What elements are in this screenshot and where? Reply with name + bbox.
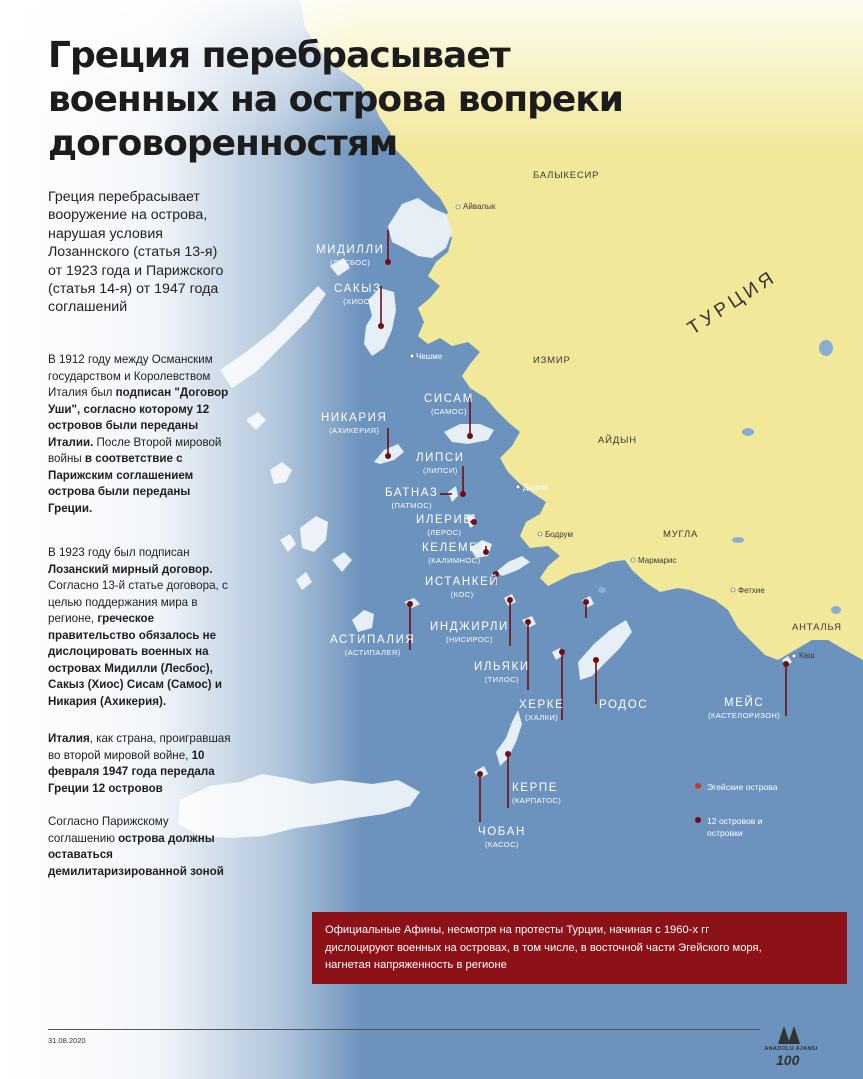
para-line <box>48 468 263 485</box>
island-label-indzhirli <box>430 621 509 645</box>
legend-line: островки <box>707 828 743 838</box>
marker-twelve <box>583 599 589 605</box>
island-greek-name: (КАРПАТОС) <box>512 796 562 805</box>
para-line <box>48 385 263 402</box>
para-line <box>48 402 263 419</box>
region-label-izmir: ИЗМИР <box>533 355 571 366</box>
marker-twelve <box>783 661 789 667</box>
para-bold: подписан "Договор <box>115 386 229 399</box>
para-line: В 1912 году между Османским <box>48 353 213 366</box>
para-bold: Греции 12 островов <box>48 781 163 795</box>
para-bold: февраля 1947 года передала <box>48 765 215 778</box>
para-line <box>48 451 263 468</box>
para-line <box>48 435 263 452</box>
para-bold: Уши", согласно которому 12 <box>48 402 210 416</box>
para-line: В 1923 году был подписан <box>48 546 190 559</box>
para-bold: Никария (Ахикерия). <box>48 694 167 708</box>
para-line: Согласно 13-й статье договора, с <box>48 579 228 592</box>
marker-twelve <box>505 751 511 757</box>
para-line: целью поддержания мира в <box>48 595 198 609</box>
para-line <box>48 484 263 501</box>
island-greek-name: (КАСОС) <box>485 840 519 849</box>
para-line <box>48 781 263 798</box>
town-label-didim: Дидим <box>523 483 548 492</box>
island-label-kelemez <box>422 542 487 566</box>
town-dot <box>631 558 635 562</box>
agency-name: ANADOLU AJANSI <box>764 1046 818 1052</box>
island-label-istankey <box>425 576 499 600</box>
para-bold: Италии. <box>48 435 94 449</box>
marker-twelve <box>507 597 513 603</box>
island-greek-name: (ХАЛКИ) <box>525 713 559 722</box>
town-label-marmaris: Мармарис <box>638 556 677 565</box>
para-bold: 10 <box>191 748 205 762</box>
country-label-turkey: ТУРЦИЯ <box>684 266 781 340</box>
island-label-nikaria <box>321 412 387 436</box>
town-dot <box>456 205 460 209</box>
para-text: соглашению <box>48 831 119 845</box>
island-greek-name: (КАСТЕЛОРИЗОН) <box>708 711 781 720</box>
town-label-fethiye: Фетхие <box>738 586 765 595</box>
paragraph-1923 <box>48 545 263 710</box>
island-name: МИДИЛЛИ <box>316 244 385 256</box>
para-text: во второй мировой войне, <box>48 748 192 762</box>
island-label-rodos <box>599 699 648 712</box>
para-line <box>48 847 263 864</box>
island-name: ИЛЬЯКИ <box>474 661 530 673</box>
marker-twelve <box>385 453 391 459</box>
island-name: ХЕРКЕ <box>519 699 565 711</box>
marker-twelve <box>525 619 531 625</box>
title-line: военных на острова вопреки <box>48 79 623 120</box>
town-dot <box>516 485 520 489</box>
region-label-aydin: АЙДЫН <box>598 435 637 446</box>
para-bold: греческое <box>97 612 155 625</box>
para-line <box>48 562 263 579</box>
island-name: ЛИПСИ <box>416 452 465 464</box>
town-label-cesme: Чешме <box>416 352 443 361</box>
para-bold: правительство обязалось не <box>48 628 217 642</box>
marker-twelve <box>593 657 599 663</box>
para-line <box>48 661 263 678</box>
island-name: СИСАМ <box>424 393 474 405</box>
legend-line: Эгейские острова <box>707 782 778 792</box>
island-name: КЕЛЕМЕЗ <box>422 542 487 554</box>
town-label-bodrum: Бодрум <box>545 530 573 539</box>
para-bold: острова были переданы <box>48 485 191 498</box>
region-label-mugla: МУГЛА <box>663 529 699 540</box>
island-greek-name: (САМОС) <box>430 407 467 416</box>
island-label-sisam <box>424 393 474 417</box>
island-label-batnaz <box>385 487 438 511</box>
legend-dot <box>695 817 701 823</box>
marker-twelve <box>378 323 384 329</box>
para-line: Согласно Парижскому <box>48 815 169 828</box>
para-bold: Лозанский мирный договор. <box>48 562 213 576</box>
island-greek-name: (ХИОС) <box>343 297 373 306</box>
para-line <box>48 831 263 848</box>
island-label-meis <box>708 697 780 721</box>
island-greek-name: (АСТИПАЛЕЯ) <box>344 648 401 657</box>
island-name: МЕЙС <box>724 697 765 709</box>
paragraph-1947 <box>48 731 263 797</box>
island-greek-name: (АХИКЕРИЯ) <box>329 426 380 435</box>
island-greek-name: (ЛИПСИ) <box>422 466 458 475</box>
region-label-antalya: АНТАЛЬЯ <box>792 622 842 633</box>
para-text: войны <box>48 452 85 465</box>
island-name: БАТНАЗ <box>385 487 439 499</box>
intro-line: от 1923 года и Парижского <box>48 262 224 279</box>
marker-twelve <box>559 649 565 655</box>
page-title <box>48 34 648 166</box>
para-bold: Греции. <box>48 501 93 515</box>
town-dot <box>731 588 735 592</box>
para-bold: дислоцировать военных на <box>48 645 209 658</box>
logo-mark <box>778 1026 790 1044</box>
para-bold: оставаться <box>48 848 113 861</box>
island-greek-name: (ПАТМОС) <box>391 501 433 510</box>
intro-line: нарушая условия <box>48 225 163 242</box>
notice-line: Официальные Афины, несмотря на протесты Турции, начиная с 1960-х гг <box>325 924 710 936</box>
publication-date: 31.08.2020 <box>48 1036 86 1045</box>
intro-line: соглашений <box>48 299 128 316</box>
notice-line: нагнетая напряженность в регионе <box>325 959 507 972</box>
town-label-kas: Каш <box>799 651 815 660</box>
intro-line: (статья 14-я) от 1947 года <box>48 281 219 298</box>
para-bold: в соответствие с <box>84 452 183 465</box>
island-name: ИЛЕРИЕ <box>416 514 473 526</box>
island-greek-name: (ТИЛОС) <box>484 675 520 684</box>
island-label-sakyz <box>334 283 382 307</box>
para-line <box>48 731 263 748</box>
intro-line: Лозаннского (статья 13-я) <box>48 244 218 261</box>
island-label-lipsi <box>416 452 465 476</box>
para-text: Италия был <box>48 386 116 399</box>
anniversary-mark: 100 <box>776 1052 800 1068</box>
para-text: После Второй мировой <box>93 435 222 449</box>
island-name: ИНДЖИРЛИ <box>430 621 509 633</box>
legend-line: 12 островов и <box>707 816 763 826</box>
para-bold: демилитаризированной зоной <box>48 864 224 878</box>
para-bold: Парижским соглашением <box>48 468 194 482</box>
island-greek-name: (НИСИРОС) <box>446 635 493 644</box>
notice-box <box>312 912 847 984</box>
town-label-ayvalik: Айвалык <box>463 202 496 211</box>
para-bold: Италия <box>48 732 90 745</box>
town-dot <box>538 532 542 536</box>
logo-mark <box>788 1026 800 1044</box>
para-bold: островах Мидилли (Лесбос), <box>48 661 213 675</box>
marker-twelve <box>477 771 483 777</box>
island-label-ilyaki <box>474 661 530 685</box>
island-name: ИСТАНКЕЙ <box>425 576 500 588</box>
intro-line: вооружение на острова, <box>48 207 208 224</box>
town-dot <box>410 354 414 358</box>
para-bold: Сакыз (Хиос) Сисам (Самос) и <box>48 678 222 691</box>
region-label-balikesir: БАЛЫКЕСИР <box>533 170 600 181</box>
island-greek-name: (ЛЕСБОС) <box>330 258 371 267</box>
island-name: САКЫЗ <box>334 283 382 295</box>
marker-twelve <box>385 259 391 265</box>
town-dot <box>792 654 796 658</box>
para-line <box>48 628 263 645</box>
island-label-astipalia <box>330 634 415 658</box>
intro-line: Греция перебрасывает <box>48 189 200 205</box>
island-greek-name: (ЛЕРОС) <box>427 528 462 537</box>
paragraph-1912 <box>48 352 263 517</box>
paragraph-paris <box>48 814 263 880</box>
island-greek-name: (КАЛИМНОС) <box>428 556 481 565</box>
para-line <box>48 418 263 435</box>
island-name: ЧОБАН <box>478 826 526 838</box>
island-name: РОДОС <box>599 699 649 711</box>
intro-text <box>48 188 258 317</box>
legend-label <box>707 815 763 839</box>
footer-divider <box>48 1029 760 1030</box>
notice-line: дислоцируют военных на островах, в том числе, в восточной части Эгейского моря, <box>325 941 762 954</box>
legend-dot <box>695 783 701 789</box>
legend-label <box>707 781 778 793</box>
para-line <box>48 764 263 781</box>
para-text: , как страна, проигравшая <box>89 732 231 745</box>
para-bold: острова должны <box>118 831 215 845</box>
island-name: КЕРПЕ <box>512 782 558 794</box>
island-label-kerpe <box>512 782 561 806</box>
marker-twelve <box>460 491 466 497</box>
marker-twelve <box>407 601 413 607</box>
marker-twelve <box>467 433 473 439</box>
island-name: НИКАРИЯ <box>321 412 388 424</box>
para-line <box>48 748 263 765</box>
para-line: государством и Королевством <box>48 369 211 383</box>
para-bold: островов были переданы <box>48 419 199 432</box>
para-line <box>48 694 263 711</box>
para-text: регионе, <box>48 612 98 625</box>
para-line <box>48 864 263 881</box>
para-line <box>48 611 263 628</box>
island-greek-name: (КОС) <box>450 590 474 599</box>
para-line <box>48 677 263 694</box>
island-name: АСТИПАЛИЯ <box>330 634 416 646</box>
title-line: Греция перебрасывает <box>48 35 510 76</box>
para-line <box>48 501 263 518</box>
title-line: договоренностям <box>48 123 398 164</box>
island-label-herke <box>519 699 564 723</box>
island-label-choban <box>478 826 526 850</box>
para-line <box>48 644 263 661</box>
island-label-midilli <box>316 244 384 268</box>
island-label-ilerie <box>416 514 473 538</box>
